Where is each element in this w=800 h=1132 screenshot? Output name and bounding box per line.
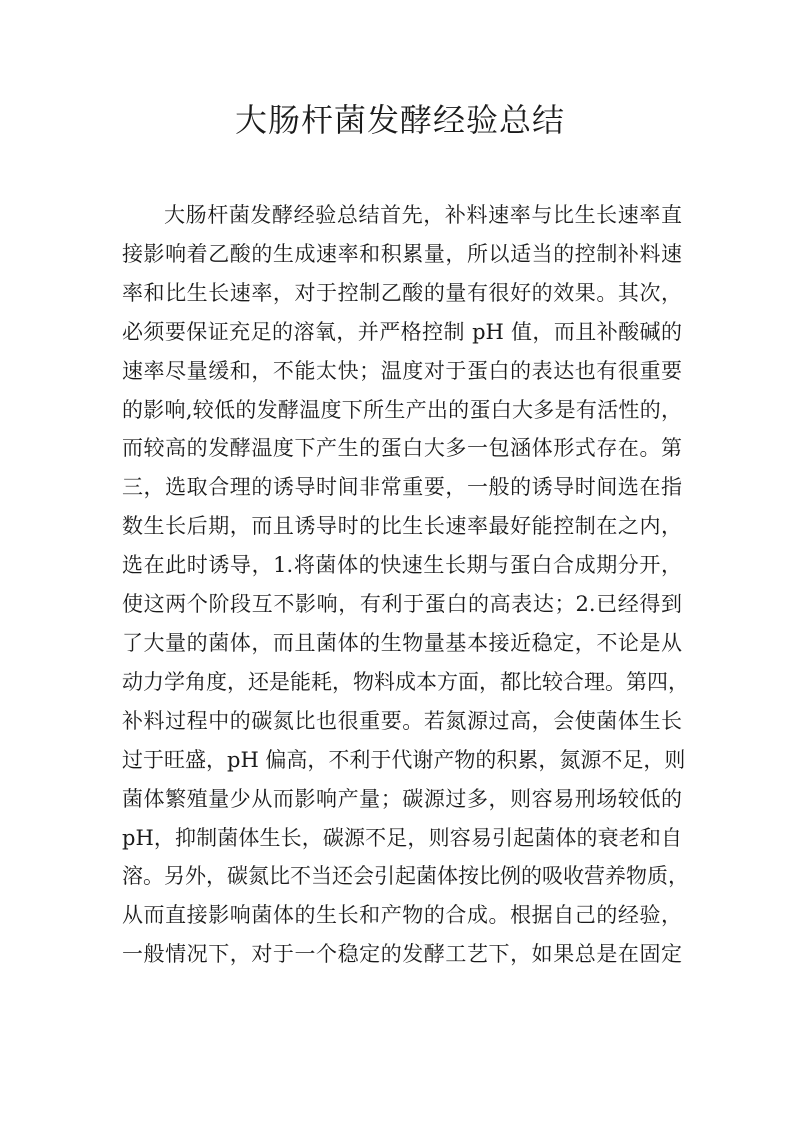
document-body	[122, 196, 689, 974]
body-line: 使这两个阶段互不影响，有利于蛋白的高表达；2.已经得到	[122, 592, 682, 617]
body-line: pH，抑制菌体生长，碳源不足，则容易引起菌体的衰老和自	[122, 825, 682, 850]
body-line: 菌体繁殖量少从而影响产量；碳源过多，则容易刑场较低的	[122, 786, 682, 811]
body-line: 选在此时诱导，1.将菌体的快速生长期与蛋白合成期分开，	[122, 553, 682, 578]
body-line: 动力学角度，还是能耗，物料成本方面，都比较合理。第四，	[122, 669, 689, 694]
body-line: 速率尽量缓和，不能太快；温度对于蛋白的表达也有很重要	[122, 358, 682, 383]
body-line: 从而直接影响菌体的生长和产物的合成。根据自己的经验，	[122, 903, 682, 928]
body-line: 溶。另外，碳氮比不当还会引起菌体按比例的吸收营养物质，	[122, 864, 689, 889]
body-line: 补料过程中的碳氮比也很重要。若氮源过高，会使菌体生长	[122, 708, 682, 733]
body-line: 率和比生长速率，对于控制乙酸的量有很好的效果。其次，	[122, 280, 682, 305]
body-line: 一般情况下，对于一个稳定的发酵工艺下，如果总是在固定	[122, 942, 682, 967]
body-line: 了大量的菌体，而且菌体的生物量基本接近稳定，不论是从	[122, 630, 682, 655]
body-line: 而较高的发酵温度下产生的蛋白大多一包涵体形式存在。第	[122, 436, 682, 461]
body-line: 必须要保证充足的溶氧，并严格控制 pH 值，而且补酸碱的	[122, 319, 682, 344]
body-line: 三，选取合理的诱导时间非常重要，一般的诱导时间选在指	[122, 475, 682, 500]
document-title: 大肠杆菌发酵经验总结	[234, 101, 565, 139]
body-line: 接影响着乙酸的生成速率和积累量，所以适当的控制补料速	[122, 241, 682, 266]
body-line: 数生长后期，而且诱导时的比生长速率最好能控制在之内，	[122, 514, 682, 539]
body-line: 过于旺盛，pH 偏高，不利于代谢产物的积累，氮源不足，则	[122, 747, 686, 772]
body-line: 的影响,较低的发酵温度下所生产出的蛋白大多是有活性的，	[122, 397, 682, 422]
body-line: 大肠杆菌发酵经验总结首先，补料速率与比生长速率直	[164, 203, 682, 227]
